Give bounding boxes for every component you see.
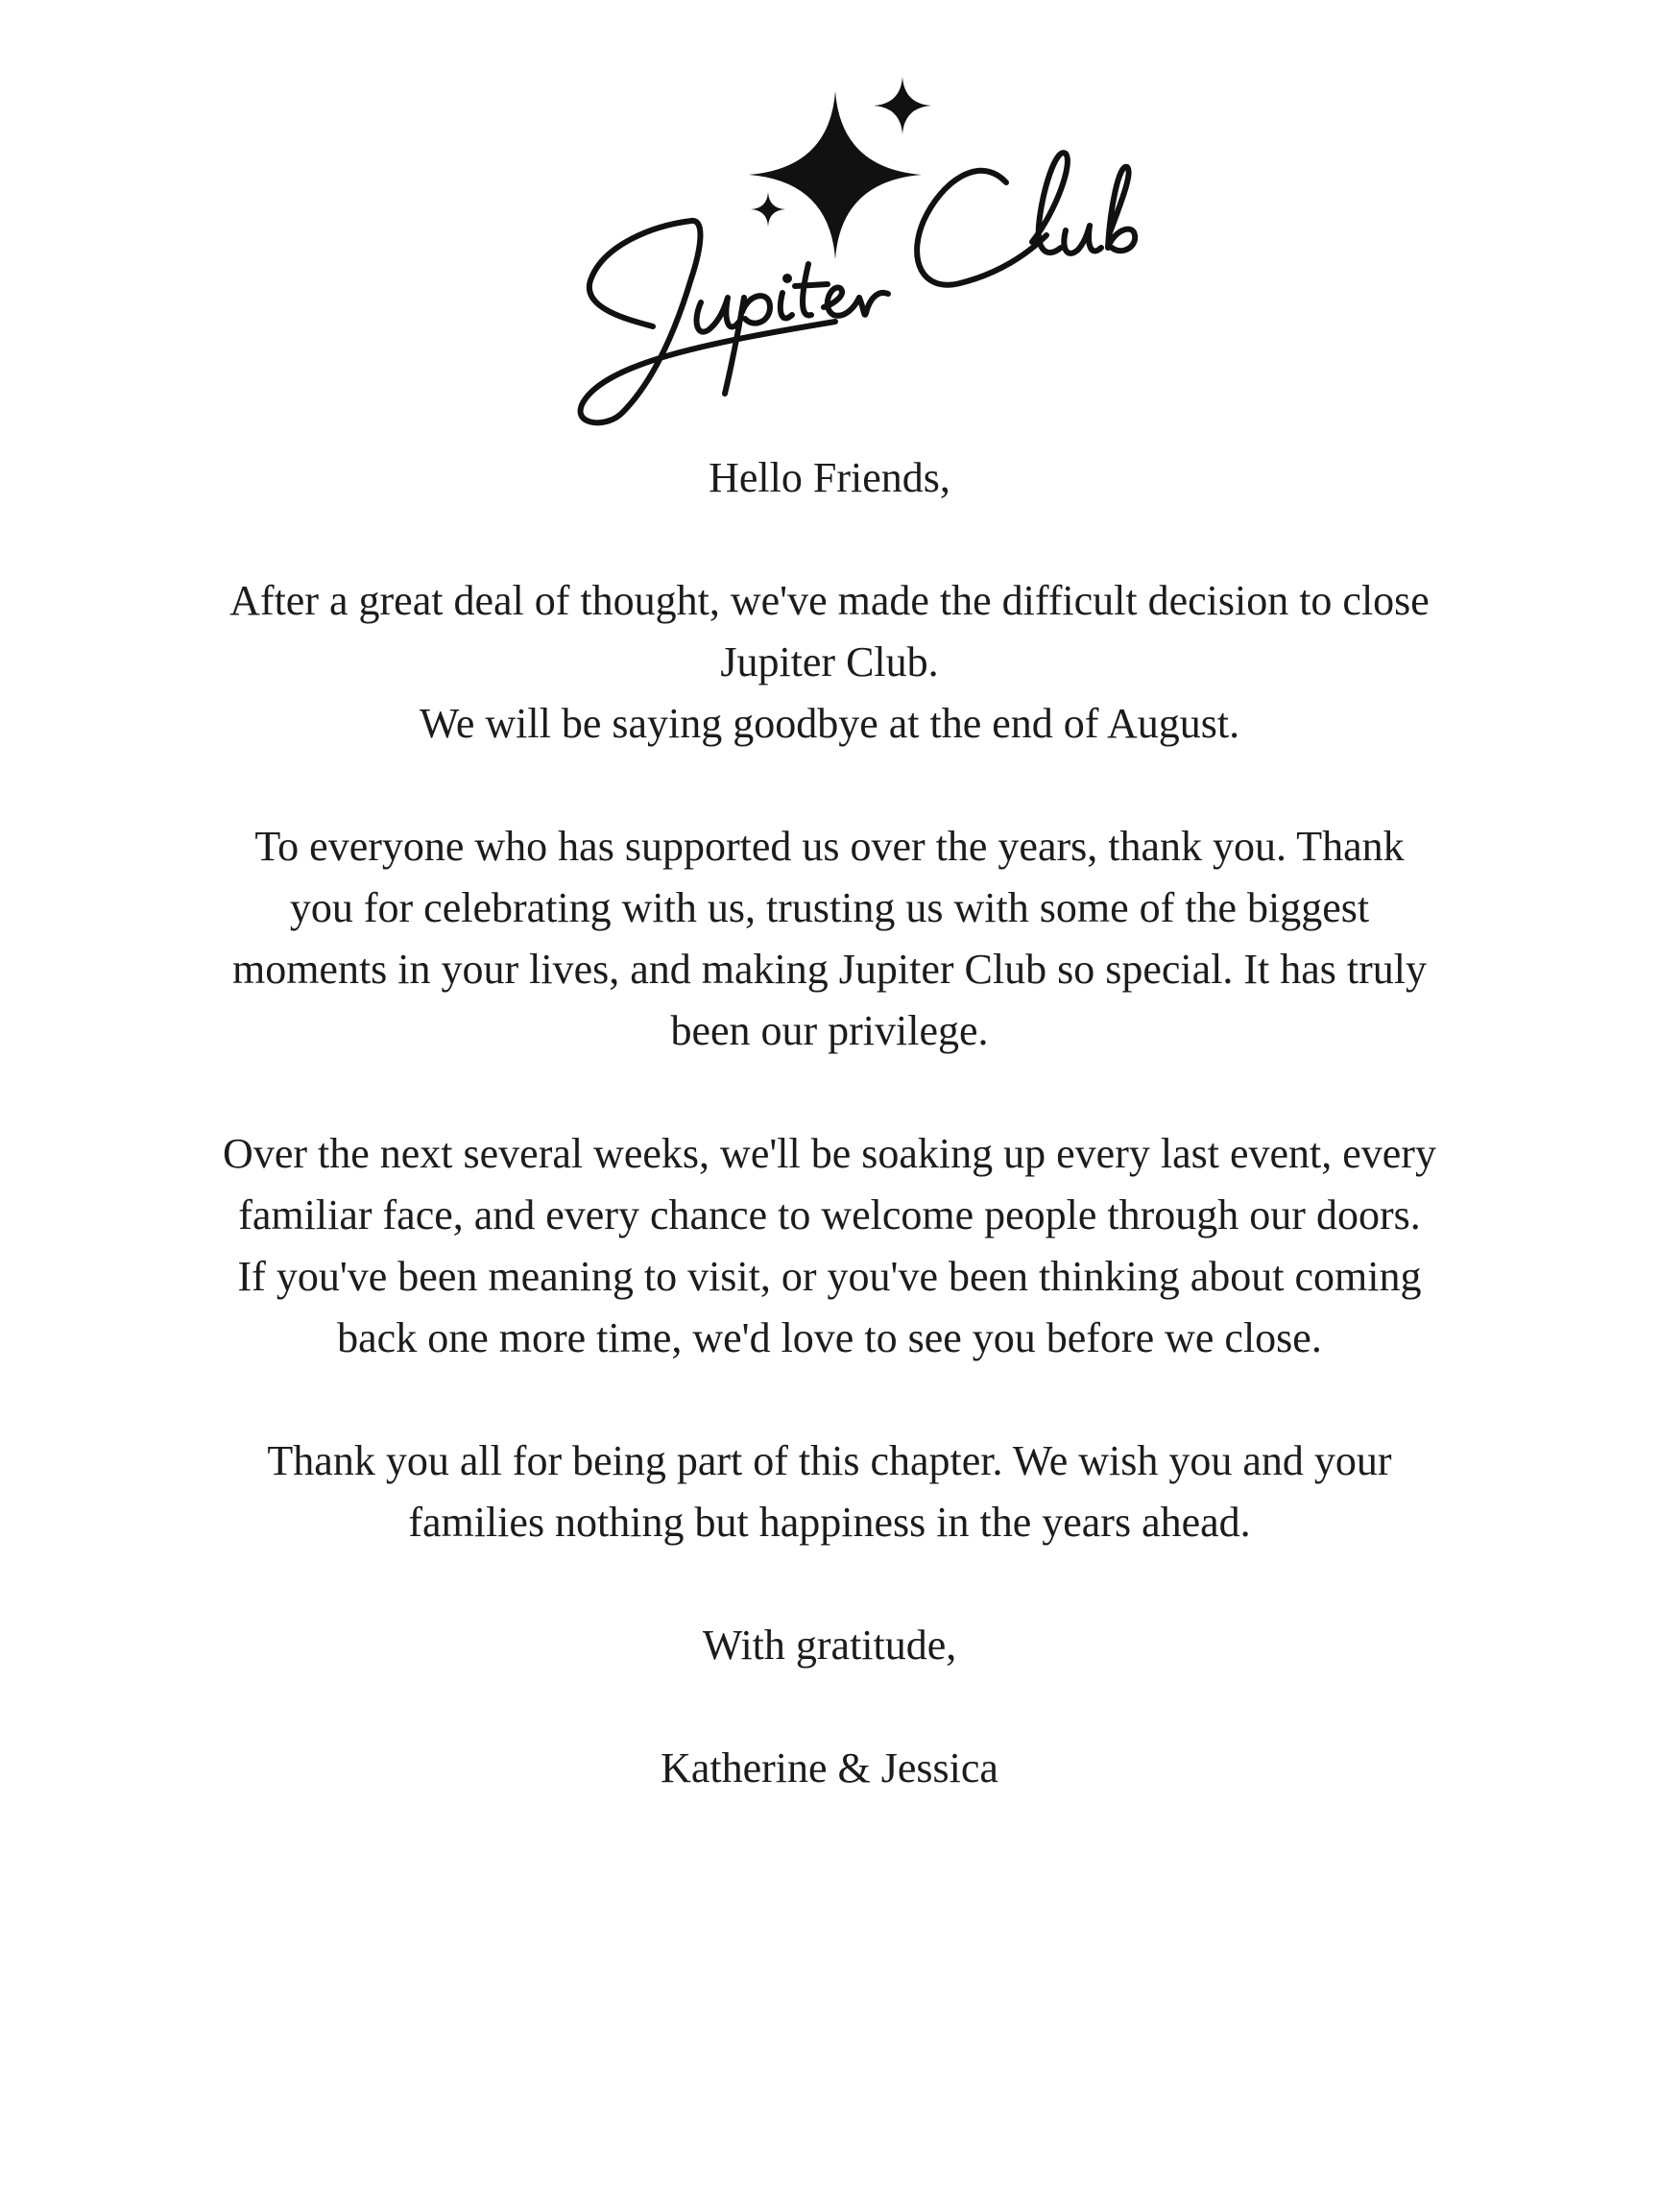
paragraph-line: you for celebrating with us, trusting us with some of the biggest xyxy=(289,884,1370,931)
paragraph-line: We will be saying goodbye at the end of August. xyxy=(419,700,1240,747)
paragraph-well-wishes xyxy=(221,1431,1438,1553)
greeting-text: Hello Friends, xyxy=(709,454,950,501)
paragraph-thank-you xyxy=(221,816,1438,1062)
paragraph-line: Thank you all for being part of this chapter. We wish you and your xyxy=(267,1437,1392,1484)
paragraph-line: families nothing but happiness in the years ahead. xyxy=(408,1499,1251,1546)
greeting xyxy=(221,447,1438,509)
closing-text: With gratitude, xyxy=(702,1622,957,1669)
jupiter-club-logo xyxy=(547,67,1162,432)
letter-body xyxy=(221,447,1438,1861)
paragraph-line: To everyone who has supported us over the years, thank you. Thank xyxy=(254,823,1405,870)
paragraph-line: Jupiter Club. xyxy=(720,638,939,685)
paragraph-final-weeks xyxy=(221,1123,1438,1369)
signature-text: Katherine & Jessica xyxy=(661,1744,998,1791)
closing xyxy=(221,1615,1438,1676)
paragraph-line: moments in your lives, and making Jupiter Club so special. It has truly xyxy=(231,946,1428,993)
paragraph-line: Over the next several weeks, we'll be soaking up every last event, every xyxy=(223,1130,1436,1177)
paragraph-line: After a great deal of thought, we've made the difficult decision to close xyxy=(229,577,1430,624)
logo-graphic xyxy=(547,67,1162,432)
paragraph-line: familiar face, and every chance to welcome people through our doors. xyxy=(238,1191,1421,1238)
signature xyxy=(221,1738,1438,1799)
sparkle-stars-icon xyxy=(749,77,931,259)
paragraph-closing-announcement xyxy=(221,570,1438,755)
paragraph-line: back one more time, we'd love to see you before we close. xyxy=(337,1314,1322,1361)
paragraph-line: been our privilege. xyxy=(670,1007,989,1054)
paragraph-line: If you've been meaning to visit, or you've been thinking about coming xyxy=(237,1253,1422,1300)
